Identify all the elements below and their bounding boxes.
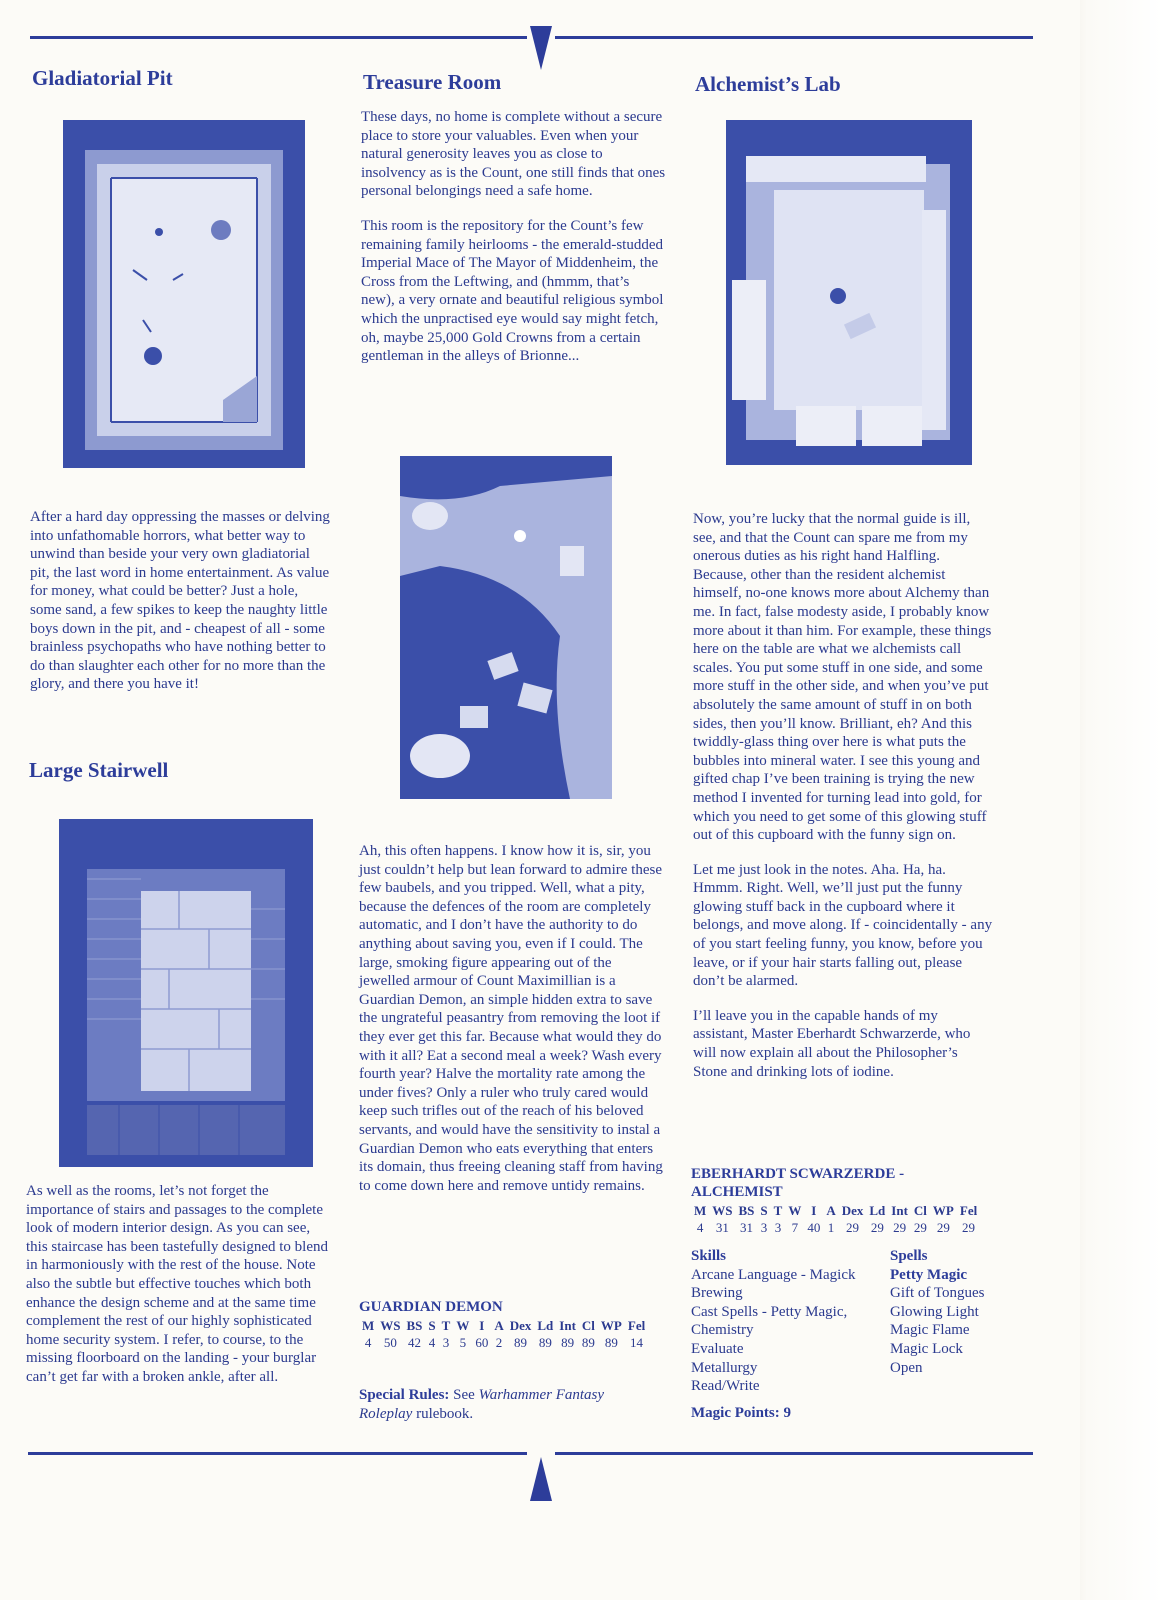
eberhardt-title-line-1: EBERHARDT SCWARZERDE - [691, 1166, 905, 1182]
stat-header: I [811, 1203, 817, 1218]
stat-header: S [428, 1318, 436, 1333]
alchemist-text [693, 510, 993, 1097]
stat-header: Dex [841, 1203, 864, 1218]
stat-header: A [494, 1318, 504, 1333]
spells-subheading: Petty Magic [890, 1266, 968, 1283]
top-rule-right [555, 36, 1033, 39]
stat-header: Cl [581, 1318, 595, 1333]
special-rules-pre: See [449, 1387, 479, 1403]
guardian-demon-title: GUARDIAN DEMON [359, 1299, 503, 1315]
stat-value: 89 [538, 1335, 552, 1350]
treasure-paragraph-1: These days, no home is complete without a secure place to store your valuables. Even when your natural generosity leaves you as close to insolvency as is the Count, one still finds that ones personal belongings need a safe home. [361, 109, 666, 200]
magic-points [691, 1404, 791, 1423]
eberhardt-skills [691, 1247, 891, 1396]
spells-heading: Spells [890, 1248, 928, 1264]
skill-item: Read/Write [691, 1378, 760, 1395]
stat-value: 60 [475, 1335, 489, 1350]
top-arrow-icon [530, 26, 552, 70]
gladiatorial-text [30, 508, 333, 710]
top-rule-left [30, 36, 527, 39]
special-rules-post: rulebook. [412, 1405, 474, 1422]
stat-value: 89 [561, 1335, 575, 1350]
stat-value: 5 [459, 1335, 467, 1350]
skill-item: Arcane Language - Magick [691, 1266, 856, 1283]
stat-header: S [760, 1203, 768, 1218]
heading-gladiatorial-pit: Gladiatorial Pit [32, 66, 173, 90]
eberhardt-stats [691, 1202, 980, 1236]
gladiatorial-pit-illustration [63, 120, 305, 468]
stat-header: M [694, 1203, 707, 1218]
heading-alchemists-lab: Alchemist’s Lab [695, 72, 841, 96]
stat-header: Cl [913, 1203, 927, 1218]
stat-header: Ld [869, 1203, 886, 1218]
stat-header: Ld [537, 1318, 554, 1333]
stat-value: 29 [846, 1220, 860, 1235]
eberhardt-title-line-2: ALCHEMIST [691, 1184, 783, 1200]
stat-value: 29 [893, 1220, 907, 1235]
stat-value: 42 [407, 1335, 421, 1350]
stat-header: T [773, 1203, 783, 1218]
stat-value: 7 [791, 1220, 799, 1235]
stat-header: W [456, 1318, 470, 1333]
gladiatorial-paragraph: After a hard day oppressing the masses or delving into unfathomable horrors, what better way to unwind than beside your very own gladiatorial pit, the last word in home entertainment. As value for money, what could be better? Just a hole, some sand, a few spikes to keep the naughty little boys down in the pit, and - cheapest of all - some brainless psychopaths who have nothing better to do than slaughter each other for no more than the glory, and there you have it! [30, 509, 330, 693]
skill-item: Metallurgy [691, 1359, 758, 1376]
alchemists-lab-illustration [726, 120, 972, 465]
stat-header: Int [891, 1203, 908, 1218]
stat-header: BS [738, 1203, 755, 1218]
skill-item: Brewing [691, 1285, 743, 1302]
treasure-demon-text [359, 842, 666, 1211]
stat-value: 40 [807, 1220, 821, 1235]
stat-value: 29 [962, 1220, 976, 1235]
stat-value: 29 [870, 1220, 884, 1235]
guardian-demon-stats [359, 1317, 648, 1351]
stat-value: 31 [739, 1220, 753, 1235]
stat-value: 50 [383, 1335, 397, 1350]
bottom-rule-right [555, 1452, 1033, 1455]
stat-value: 14 [630, 1335, 644, 1350]
stat-value: 2 [495, 1335, 503, 1350]
heading-treasure-room: Treasure Room [363, 70, 502, 94]
stat-header: WP [600, 1318, 622, 1333]
stat-header: Fel [627, 1318, 646, 1333]
stat-value: 3 [774, 1220, 782, 1235]
stat-header: T [441, 1318, 451, 1333]
stat-value: 4 [696, 1220, 704, 1235]
skills-heading: Skills [691, 1248, 727, 1264]
stat-value: 89 [604, 1335, 618, 1350]
stairwell-illustration [59, 819, 313, 1167]
stat-header: Fel [959, 1203, 978, 1218]
special-rules [359, 1386, 659, 1423]
stat-value: 29 [913, 1220, 927, 1235]
guardian-demon-stat-values [359, 1334, 648, 1351]
stat-header: WS [380, 1318, 401, 1333]
special-rules-book: Warhammer Fantasy Roleplay [359, 1387, 605, 1422]
alchemist-paragraph-3: I’ll leave you in the capable hands of my assistant, Master Eberhardt Schwarzerde, who will now explain all about the Philosopher’s Stone and drinking lots of iodine. [693, 1007, 971, 1080]
stat-header: Dex [509, 1318, 532, 1333]
alchemist-paragraph-1: Now, you’re lucky that the normal guide is ill, see, and that the Count can spare me from my onerous duties as his right hand Halfling. Because, other than the resident alchemist himself, no-one knows more about Alchemy than me. In fact, false modesty aside, I probably know more about it than him. For example, these things here on the table are what we alchemists call scales. You put some stuff in one side, and some more stuff in the other side, and when you’ve put absolutely the same amount of stuff in on both sides, then you’ll know. Brilliant, eh? And this twiddly-glass thing over here is what puts the bubbles into mineral water. I see this young and gifted chap I’ve been training is trying the new method I invented for turning lead into gold, for which you need to get some of this glowing stuff out of this cupboard with the funny sign on. [693, 511, 992, 844]
stairwell-text [26, 1182, 333, 1403]
stat-value: 29 [936, 1220, 950, 1235]
magic-points-label: Magic Points: 9 [691, 1405, 791, 1421]
special-rules-label: Special Rules: [359, 1387, 450, 1403]
eberhardt-stat-headers [691, 1202, 980, 1219]
guardian-demon-stat-headers [359, 1317, 648, 1334]
stat-value: 4 [428, 1335, 436, 1350]
stat-header: BS [406, 1318, 423, 1333]
bottom-rule-left [28, 1452, 527, 1455]
stat-header: A [826, 1203, 836, 1218]
spell-item: Magic Flame [890, 1322, 970, 1339]
paper-edge [1068, 0, 1163, 1600]
eberhardt-spells [890, 1247, 1020, 1377]
treasure-paragraph-3: Ah, this often happens. I know how it is, sir, you just couldn’t help but lean forward to admire these few baubels, and you tripped. Well, what a pity, because the defences of the room are completely automatic, and I don’t have the authority to do anything about saving you, even if I could. The large, smoking figure appearing out of the jewelled armour of Count Maximillian is a Guardian Demon, an simple hidden extra to save the ungrateful peasantry from removing the loot if they ever get this far. Because what would they do with it all? Eat a second meal a week? Wash every fourth year? Halve the mortality rate among the under fives? Only a ruler who truly cared would keep such trifles out of the reach of his beloved servants, and would have the sensitivity to instal a Guardian Demon who eats everything that enters its domain, thus freeing cleaning staff from having to come down here and remove untidy remains. [359, 843, 663, 1194]
heading-large-stairwell: Large Stairwell [29, 758, 169, 782]
stat-value: 89 [514, 1335, 528, 1350]
stat-value: 89 [581, 1335, 595, 1350]
stat-header: WP [932, 1203, 954, 1218]
stat-header: WS [712, 1203, 733, 1218]
bottom-arrow-icon [530, 1457, 552, 1501]
skill-item: Cast Spells - Petty Magic, [691, 1303, 848, 1320]
stat-value: 3 [760, 1220, 768, 1235]
stairwell-paragraph: As well as the rooms, let’s not forget the importance of stairs and passages to the complete look of modern interior design. As you can see, this staircase has been tastefully designed to blend in harmoniously with the rest of the house. Note also the subtle but effective touches which both enhance the design scheme and at the same time complement the rest of our highly sophisticated home security system. I refer, to course, to the missing floorboard on the landing - your burglar can’t get far with a broken ankle, after all. [26, 1183, 328, 1385]
treasure-paragraph-2: This room is the repository for the Count’s few remaining family heirlooms - the emerald-studded Imperial Mace of The Mayor of Middenheim, the Cross from the Leftwing, and (hmmm, that’s new), a very ornate and beautiful religious symbol which the unpractised eye would say might fetch, oh, maybe 25,000 Gold Crowns from a certain gentleman in the alleys of Brionne... [361, 217, 664, 365]
stat-header: Int [559, 1318, 576, 1333]
skill-item: Evaluate [691, 1340, 744, 1357]
alchemist-paragraph-2: Let me just look in the notes. Aha. Ha, ha. Hmmm. Right. Well, we’ll just put the funny glowing stuff back in the cupboard where it belongs, and move along. If - coincidentally - any of you start feeling funny, you know, before you leave, or if your hair starts falling out, please don’t be alarmed. [693, 861, 993, 990]
eberhardt-stat-values [691, 1219, 980, 1236]
skill-item: Chemistry [691, 1322, 754, 1339]
treasure-room-illustration [400, 456, 612, 799]
spell-item: Open [890, 1359, 923, 1376]
spell-item: Gift of Tongues [890, 1285, 985, 1302]
treasure-intro-text [361, 108, 666, 382]
stat-value: 3 [442, 1335, 450, 1350]
stat-value: 1 [827, 1220, 835, 1235]
spell-item: Magic Lock [890, 1340, 963, 1357]
stat-header: M [362, 1318, 375, 1333]
stat-value: 4 [364, 1335, 372, 1350]
stat-value: 31 [715, 1220, 729, 1235]
stat-header: W [788, 1203, 802, 1218]
spell-item: Glowing Light [890, 1303, 979, 1320]
stat-header: I [479, 1318, 485, 1333]
